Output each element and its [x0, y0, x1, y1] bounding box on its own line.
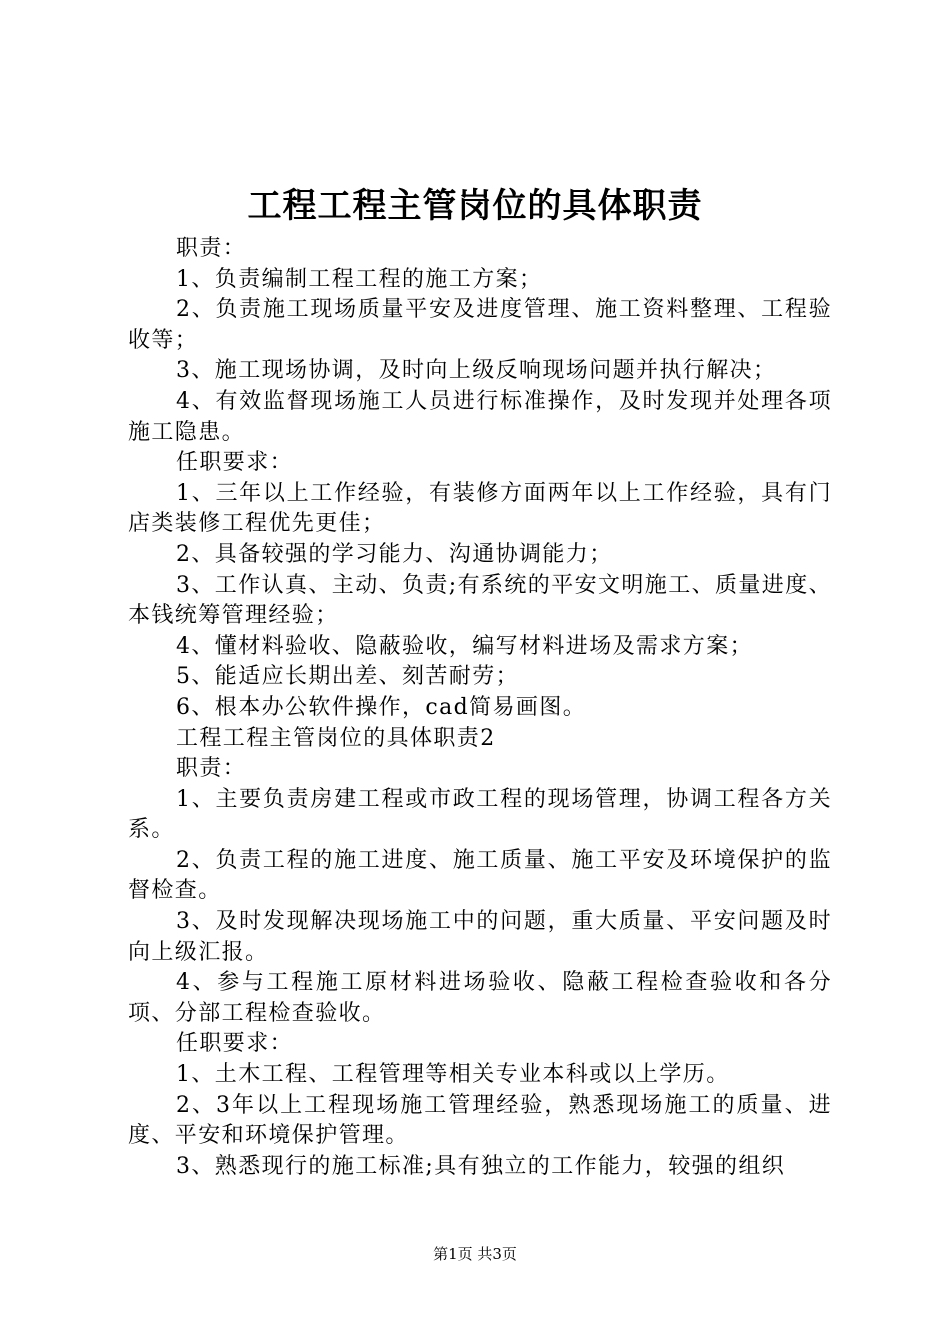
paragraph-section-2-title: 工程工程主管岗位的具体职责2	[176, 725, 496, 751]
paragraph-requirements-heading: 任职要求：	[176, 450, 294, 476]
paragraph-duty-2-2: 2、负责工程的施工进度、施工质量、施工平安及环境保护的监督检查。	[128, 847, 832, 904]
document-title: 工程工程主管岗位的具体职责	[247, 186, 703, 226]
paragraph-requirement-2-1: 1、土木工程、工程管理等相关专业本科或以上学历。	[176, 1062, 730, 1088]
paragraph-requirement-4: 4、懂材料验收、隐蔽验收，编写材料进场及需求方案；	[176, 633, 753, 659]
paragraph-requirement-5: 5、能适应长期出差、刻苦耐劳；	[176, 664, 519, 690]
paragraph-requirement-2: 2、具备较强的学习能力、沟通协调能力；	[176, 541, 613, 567]
paragraph-duty-2: 2、负责施工现场质量平安及进度管理、施工资料整理、工程验收等；	[128, 297, 832, 353]
paragraph-duty-2-4: 4、参与工程施工原材料进场验收、隐蔽工程检查验收和各分项、分部工程检查验收。	[128, 970, 832, 1026]
document-body	[128, 234, 832, 1182]
paragraph-requirement-3: 3、工作认真、主动、负责;有系统的平安文明施工、质量进度、本钱统筹管理经验；	[128, 572, 833, 629]
paragraph-duties-heading: 职责：	[176, 236, 247, 261]
paragraph-duties-heading-2: 职责：	[176, 756, 247, 782]
paragraph-requirements-heading-2: 任职要求：	[176, 1031, 294, 1057]
paragraph-requirement-6: 6、根本办公软件操作，cad简易画图。	[176, 694, 587, 720]
paragraph-requirement-2-3: 3、熟悉现行的施工标准;具有独立的工作能力，较强的组织	[176, 1153, 786, 1179]
paragraph-requirement-1: 1、三年以上工作经验，有装修方面两年以上工作经验，具有门店类装修工程优先更佳；	[128, 480, 832, 537]
paragraph-requirement-2-2: 2、3年以上工程现场施工管理经验，熟悉现场施工的质量、进度、平安和环境保护管理。	[128, 1092, 832, 1149]
page-footer: 第1页 共3页	[433, 1245, 517, 1263]
paragraph-duty-2-1: 1、主要负责房建工程或市政工程的现场管理，协调工程各方关系。	[128, 786, 832, 843]
paragraph-duty-2-3: 3、及时发现解决现场施工中的问题，重大质量、平安问题及时向上级汇报。	[128, 909, 832, 965]
paragraph-duty-1: 1、负责编制工程工程的施工方案；	[176, 266, 543, 292]
paragraph-duty-3: 3、施工现场协调，及时向上级反响现场问题并执行解决；	[176, 358, 777, 384]
paragraph-duty-4: 4、有效监督现场施工人员进行标准操作，及时发现并处理各项施工隐患。	[128, 388, 832, 445]
